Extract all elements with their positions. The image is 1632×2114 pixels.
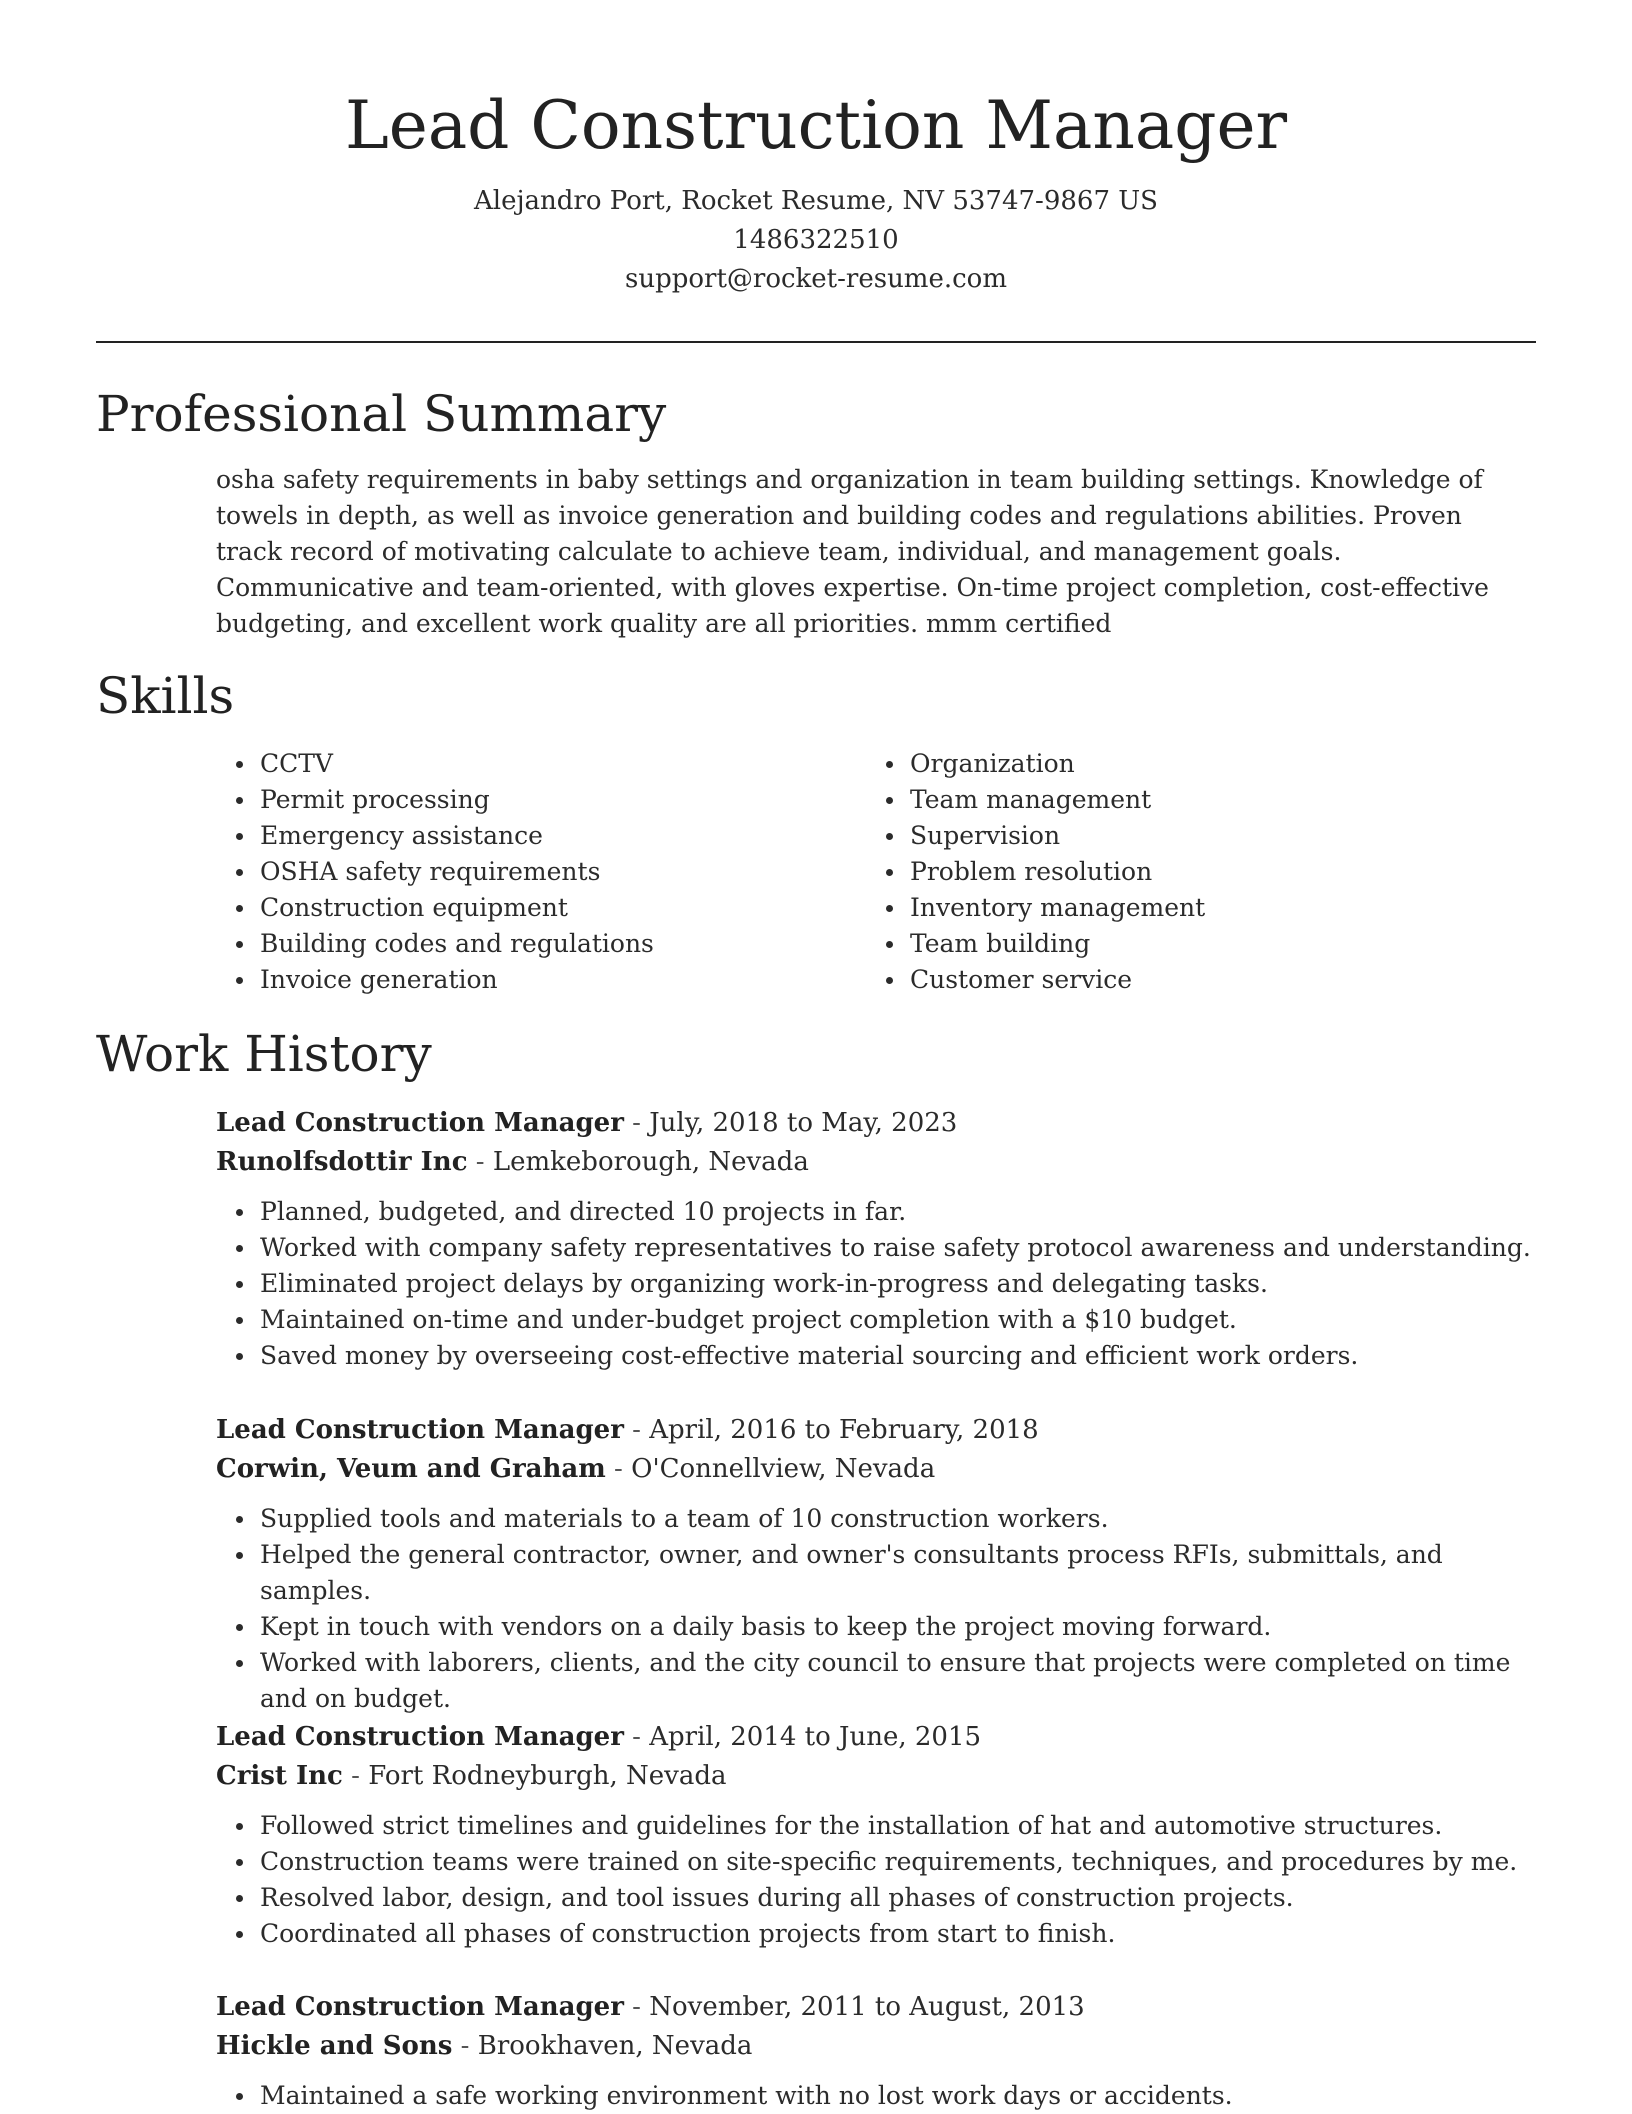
separator: - [467, 1147, 493, 1177]
job-bullet: Maintained on-time and under-budget project completion with a $10 budget. [216, 1302, 1536, 1338]
skill-item: Inventory management [866, 890, 1506, 926]
job-location: Brookhaven, Nevada [477, 2031, 753, 2061]
summary-text: osha safety requirements in baby settings and organization in team building settings. Knowledge of towels in depth, as well as invoice generation and building codes and regulations abilities. Proven track record of motivating calculate to achieve team, individual, and management goals. Communicative and team-oriented, with gloves expertise. On-time project completion, cost-effective budgeting, and excellent work quality are all priorities. mmm certified [216, 465, 1489, 638]
skill-item: CCTV [216, 746, 856, 782]
job-bullet-list [216, 1194, 1536, 1374]
job-bullet: Supplied tools and materials to a team of 10 construction workers. [216, 1501, 1536, 1537]
skill-item: Permit processing [216, 782, 856, 818]
skill-item: Invoice generation [216, 962, 856, 998]
job-bullet: Worked with laborers, clients, and the city council to ensure that projects were completed on time and on budget. [216, 1645, 1536, 1717]
contact-phone: 1486322510 [733, 225, 899, 255]
job-bullet: Kept in touch with vendors on a daily basis to keep the project moving forward. [216, 1609, 1536, 1645]
job-title-line [216, 1104, 1536, 1143]
job-title-line [216, 1718, 1536, 1757]
contact-address: Alejandro Port, Rocket Resume, NV 53747-9867 US [474, 186, 1158, 216]
resume-name: Lead Construction Manager [344, 87, 1288, 164]
job-title: Lead Construction Manager [216, 1992, 624, 2022]
skill-item: Organization [866, 746, 1506, 782]
job-title: Lead Construction Manager [216, 1415, 624, 1445]
job-bullet-list [216, 2078, 1536, 2114]
skill-item: Team building [866, 926, 1506, 962]
skills-heading: Skills [96, 667, 235, 725]
job-location: Fort Rodneyburgh, Nevada [368, 1761, 727, 1791]
job-entry [216, 1411, 1536, 1717]
job-company: Runolfsdottir Inc [216, 1147, 468, 1177]
job-title: Lead Construction Manager [216, 1722, 624, 1752]
job-company: Crist Inc [216, 1761, 343, 1791]
job-title-line [216, 1988, 1536, 2027]
skill-item: Construction equipment [216, 890, 856, 926]
job-company: Corwin, Veum and Graham [216, 1454, 606, 1484]
skill-item: OSHA safety requirements [216, 854, 856, 890]
job-bullet: Coordinated all phases of construction projects from start to finish. [216, 1916, 1536, 1952]
job-entry [216, 1718, 1536, 1952]
separator: - [452, 2031, 478, 2061]
job-bullet: Resolved labor, design, and tool issues during all phases of construction projects. [216, 1880, 1536, 1916]
contact-info [0, 182, 1632, 299]
skills-list-right [866, 746, 1506, 998]
job-bullet: Planned, budgeted, and directed 10 projects in far. [216, 1194, 1536, 1230]
skill-item: Emergency assistance [216, 818, 856, 854]
summary-heading: Professional Summary [96, 385, 667, 443]
job-bullet-list [216, 1808, 1536, 1952]
skills-list-left [216, 746, 856, 998]
resume-header [0, 78, 1632, 299]
job-bullet: Saved money by overseeing cost-effective material sourcing and efficient work orders. [216, 1338, 1536, 1374]
job-dates: July, 2018 to May, 2023 [649, 1108, 958, 1138]
separator: - [623, 1992, 650, 2022]
skill-item: Problem resolution [866, 854, 1506, 890]
job-title-line [216, 1411, 1536, 1450]
job-bullet: Worked with company safety representatives to raise safety protocol awareness and understanding. [216, 1230, 1536, 1266]
job-dates: April, 2014 to June, 2015 [649, 1722, 982, 1752]
work-history-heading: Work History [96, 1025, 432, 1083]
skill-item: Supervision [866, 818, 1506, 854]
job-bullet: Maintained a safe working environment with no lost work days or accidents. [216, 2078, 1536, 2114]
job-company-line [216, 2027, 1536, 2066]
skill-item: Building codes and regulations [216, 926, 856, 962]
job-dates: November, 2011 to August, 2013 [649, 1992, 1085, 2022]
job-company-line [216, 1757, 1536, 1796]
job-entry [216, 1104, 1536, 1374]
job-entry [216, 1988, 1536, 2114]
job-bullet: Eliminated project delays by organizing work-in-progress and delegating tasks. [216, 1266, 1536, 1302]
job-bullet: Followed strict timelines and guidelines for the installation of hat and automotive structures. [216, 1808, 1536, 1844]
separator: - [605, 1454, 632, 1484]
job-location: O'Connellview, Nevada [631, 1454, 936, 1484]
job-company-line [216, 1450, 1536, 1489]
separator: - [623, 1415, 650, 1445]
skill-item: Customer service [866, 962, 1506, 998]
job-dates: April, 2016 to February, 2018 [649, 1415, 1039, 1445]
job-bullet: Construction teams were trained on site-specific requirements, techniques, and procedures by me. [216, 1844, 1536, 1880]
job-company-line [216, 1143, 1536, 1182]
job-bullet-list [216, 1501, 1536, 1717]
separator: - [342, 1761, 369, 1791]
separator: - [623, 1108, 650, 1138]
contact-email: support@rocket-resume.com [624, 264, 1007, 294]
header-divider [96, 341, 1536, 343]
job-location: Lemkeborough, Nevada [492, 1147, 809, 1177]
separator: - [623, 1722, 650, 1752]
job-bullet: Helped the general contractor, owner, and owner's consultants process RFIs, submittals, and samples. [216, 1537, 1536, 1609]
skill-item: Team management [866, 782, 1506, 818]
job-title: Lead Construction Manager [216, 1108, 624, 1138]
job-company: Hickle and Sons [216, 2031, 453, 2061]
